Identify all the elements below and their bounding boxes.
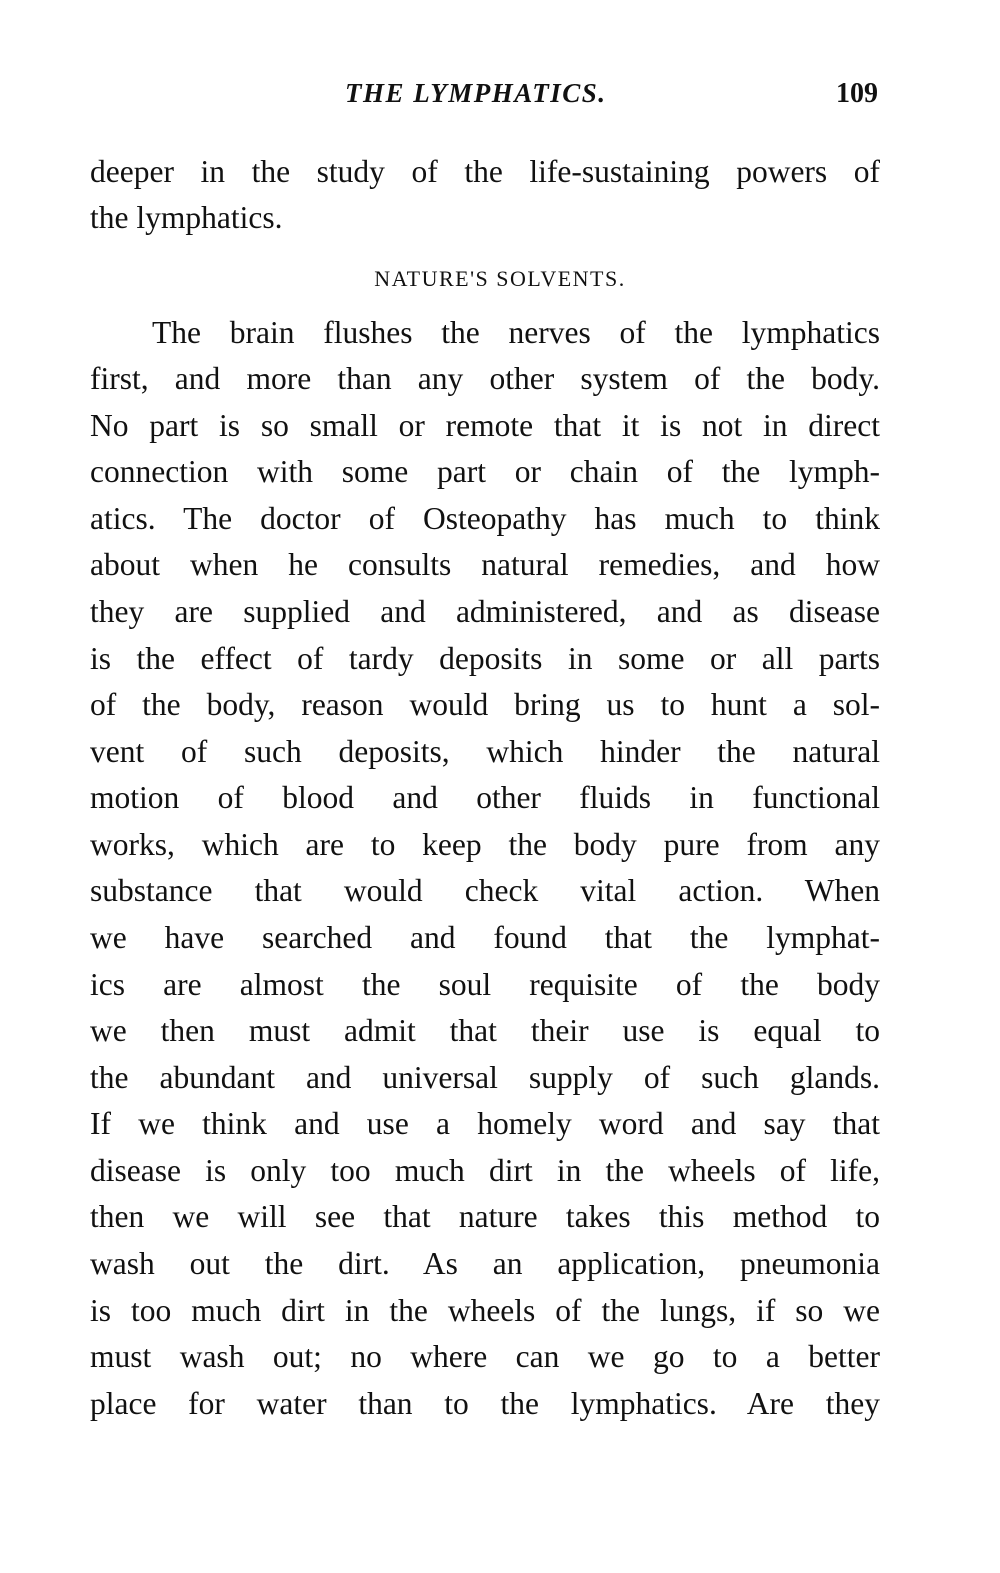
text-line: we have searched and found that the lymphat- [90,920,880,955]
text-line: No part is so small or remote that it is not in direct [90,408,880,443]
text-line: the lymphatics. [90,200,283,235]
text-line: ics are almost the soul requisite of the body [90,967,880,1002]
text-line: If we think and use a homely word and say that [90,1106,880,1141]
text-line: of the body, reason would bring us to hunt a sol- [90,687,880,722]
section-heading: NATURE'S SOLVENTS. [374,266,626,291]
text-line: then we will see that nature takes this method to [90,1199,880,1234]
text-line: connection with some part or chain of the lymph- [90,454,880,489]
text-line: disease is only too much dirt in the wheels of life, [90,1153,880,1188]
text-line: The brain flushes the nerves of the lymphatics [152,315,880,350]
running-head [0,78,1000,118]
text-line: substance that would check vital action. When [90,873,880,908]
text-line: works, which are to keep the body pure from any [90,827,880,862]
text-line: about when he consults natural remedies, and how [90,547,880,582]
text-line: motion of blood and other fluids in functional [90,780,880,815]
text-line: first, and more than any other system of the body. [90,361,880,396]
running-title: THE LYMPHATICS. [345,78,607,108]
text-line: deeper in the study of the life-sustaining powers of [90,154,880,189]
text-line: we then must admit that their use is equal to [90,1013,880,1048]
text-line: wash out the dirt. As an application, pneumonia [90,1246,880,1281]
text-line: is the effect of tardy deposits in some or all parts [90,641,880,676]
text-line: vent of such deposits, which hinder the natural [90,734,880,769]
text-line: the abundant and universal supply of such glands. [90,1060,880,1095]
text-line: is too much dirt in the wheels of the lungs, if so we [90,1293,880,1328]
text-line: they are supplied and administered, and as disease [90,594,880,629]
text-line: must wash out; no where can we go to a better [90,1339,880,1374]
text-line: place for water than to the lymphatics. Are they [90,1386,880,1421]
text-line: atics. The doctor of Osteopathy has much to think [90,501,880,536]
page-number: 109 [836,78,878,109]
